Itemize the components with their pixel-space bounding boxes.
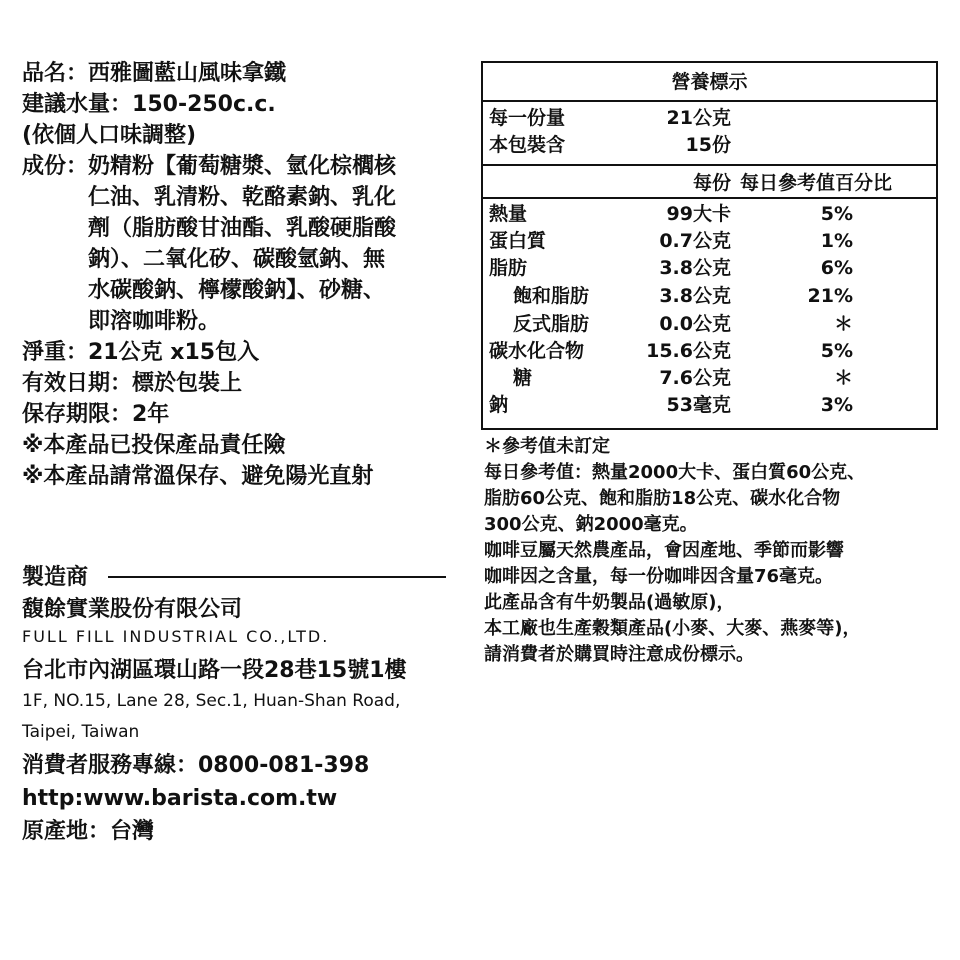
origin: 原產地：台灣 — [22, 819, 155, 844]
note-line: 此產品含有牛奶製品(過敏原)， — [484, 592, 735, 613]
company-name-zh: 馥餘實業股份有限公司 — [22, 597, 243, 622]
product-name-label: 品名： — [22, 61, 89, 86]
nutrient-name: 脂肪 — [489, 257, 528, 279]
ingredients-line: 即溶咖啡粉。 — [88, 309, 221, 334]
table-divider — [483, 100, 936, 102]
ingredients-text — [88, 151, 396, 337]
nutrient-value: 7.6公克 — [659, 367, 731, 389]
nutrient-value: 99大卡 — [666, 203, 731, 225]
net-weight: 淨重：21公克 x15包入 — [22, 340, 260, 365]
nutrition-title: 營養標示 — [671, 71, 748, 93]
note-line: 咖啡豆屬天然農產品，會因產地、季節而影響 — [484, 540, 844, 561]
nutrient-value: 15.6公克 — [646, 340, 731, 362]
storage-note: ※本產品請常溫保存、避免陽光直射 — [22, 464, 374, 489]
serving-size-label: 每一份量 — [489, 107, 566, 129]
ingredients-line: 水碳酸鈉、檸檬酸鈉】、砂糖、 — [88, 278, 386, 303]
water-amount-value: 150-250c.c. — [132, 92, 276, 117]
nutrient-daily: ＊ — [833, 313, 853, 335]
nutrient-value: 0.7公克 — [659, 230, 731, 252]
col-per-serving: 每份 — [692, 172, 731, 194]
servings-per-pack-label: 本包裝含 — [489, 134, 566, 156]
nutrient-name: 蛋白質 — [489, 230, 547, 252]
website: http:www.barista.com.tw — [22, 786, 338, 811]
nutrient-value: 0.0公克 — [659, 313, 731, 335]
note-line: 咖啡因之含量，每一份咖啡因含量76毫克。 — [484, 566, 834, 587]
nutrient-daily: ＊ — [833, 367, 853, 389]
water-amount — [22, 89, 467, 120]
insurance-note: ※本產品已投保產品責任險 — [22, 433, 286, 458]
nutrient-daily: 6% — [820, 257, 853, 279]
nutrient-name: 熱量 — [489, 203, 528, 225]
address-en-line2: Taipei, Taiwan — [22, 722, 140, 742]
nutrient-value: 3.8公克 — [659, 257, 731, 279]
ingredients-line: 奶精粉【葡萄糖漿、氫化棕櫚核 — [88, 154, 397, 179]
nutrient-daily: 5% — [820, 340, 853, 362]
address-en-line1: 1F, NO.15, Lane 28, Sec.1, Huan-Shan Road, — [22, 691, 401, 711]
col-daily-percent: 每日參考值百分比 — [740, 172, 893, 194]
serving-size-value: 21公克 — [666, 107, 731, 129]
note-line: 本工廠也生產穀類產品(小麥、大麥、燕麥等)， — [484, 618, 861, 639]
notes — [484, 434, 865, 668]
company-name-en: FULL FILL INDUSTRIAL CO.,LTD. — [22, 627, 330, 646]
nutrient-daily: 3% — [820, 394, 853, 416]
nutrient-value: 3.8公克 — [659, 285, 731, 307]
expiry-date: 有效日期：標於包裝上 — [22, 371, 243, 396]
nutrient-daily: 5% — [820, 203, 853, 225]
table-divider — [483, 164, 936, 166]
water-note: (依個人口味調整) — [22, 123, 197, 148]
nutrient-daily: 21% — [807, 285, 853, 307]
servings-per-pack-value: 15份 — [685, 134, 731, 156]
note-line: ＊參考值未訂定 — [484, 436, 610, 457]
note-line: 300公克、鈉2000毫克。 — [484, 514, 698, 535]
ingredients-line: 仁油、乳清粉、乾酪素鈉、乳化 — [88, 185, 397, 210]
nutrient-name: 鈉 — [489, 394, 509, 416]
manufacturer-divider — [108, 576, 446, 578]
note-line: 脂肪60公克、飽和脂肪18公克、碳水化合物 — [484, 488, 841, 509]
shelf-life: 保存期限：2年 — [22, 402, 170, 427]
nutrient-name: 飽和脂肪 — [513, 285, 590, 307]
nutrient-name: 反式脂肪 — [513, 313, 590, 335]
nutrient-daily: 1% — [820, 230, 853, 252]
nutrient-name: 碳水化合物 — [489, 340, 585, 362]
ingredients — [22, 151, 467, 337]
product-name — [22, 58, 467, 89]
consumer-hotline: 消費者服務專線：0800-081-398 — [22, 753, 370, 778]
product-name-value: 西雅圖藍山風味拿鐵 — [88, 61, 287, 86]
ingredients-label: 成份： — [22, 154, 89, 179]
ingredients-line: 劑（脂肪酸甘油酯、乳酸硬脂酸 — [88, 216, 397, 241]
ingredients-line: 鈉）、二氧化矽、碳酸氫鈉、無 — [88, 247, 386, 272]
nutrient-name: 糖 — [513, 367, 533, 389]
manufacturer-label: 製造商 — [22, 565, 89, 590]
nutrient-value: 53毫克 — [666, 394, 731, 416]
note-line: 每日參考值：熱量2000大卡、蛋白質60公克、 — [484, 462, 866, 483]
water-amount-label: 建議水量： — [22, 92, 133, 117]
product-info — [22, 58, 467, 492]
nutrition-table — [481, 61, 938, 430]
note-line: 請消費者於購買時注意成份標示。 — [484, 644, 754, 665]
address-zh: 台北市內湖區環山路一段28巷15號1樓 — [22, 658, 407, 683]
table-divider — [483, 197, 936, 199]
